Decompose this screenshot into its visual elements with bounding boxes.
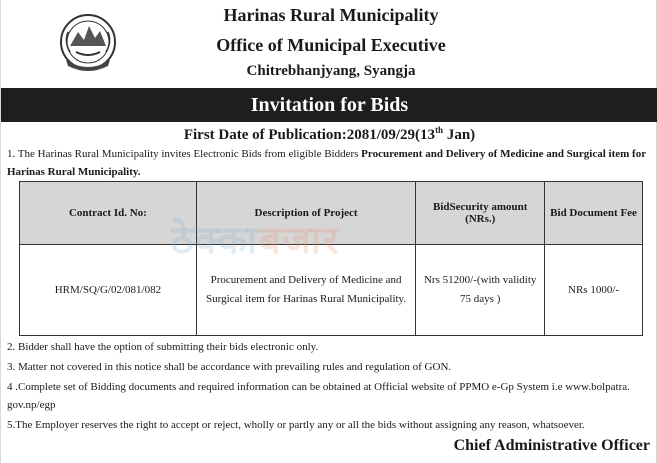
- signatory-title: Chief Administrative Officer: [453, 437, 650, 454]
- header-contract-id: Contract Id. No:: [20, 182, 197, 245]
- notice-point-4: 4 .Complete set of Bidding documents and required information can be obtained at Official website of PPMO e-Gp System i.e www.bolpatra. gov.np/egp: [7, 381, 630, 411]
- cell-contract-id: HRM/SQ/G/02/081/082: [20, 245, 197, 336]
- notice-point-5: 5.The Employer reserves the right to accept or reject, wholly or partly any or all the bids without assigning any reason, whatsoever.: [7, 419, 585, 431]
- cell-description: Procurement and Delivery of Medicine and Surgical item for Harinas Rural Municipality.: [196, 245, 416, 336]
- notice-point-1-bold: Procurement and Delivery of Medicine and Surgical item for Harinas Rural Municipality.: [7, 148, 646, 178]
- table-row: [20, 245, 643, 336]
- header-bid-fee: Bid Document Fee: [545, 182, 643, 245]
- publication-date-sup: th: [435, 125, 444, 135]
- office-name: Office of Municipal Executive: [216, 35, 446, 55]
- notice-title-banner: Invitation for Bids: [1, 88, 657, 122]
- table-header-row: [20, 182, 643, 245]
- cell-bid-security: Nrs 51200/-(with validity 75 days ): [416, 245, 545, 336]
- publication-date-prefix: First Date of Publication:2081/09/29(13: [183, 127, 436, 143]
- header-description: Description of Project: [196, 182, 416, 245]
- municipality-name: Harinas Rural Municipality: [223, 5, 439, 25]
- notice-point-3: 3. Matter not covered in this notice shall be accordance with prevailing rules and regulation of GON.: [7, 361, 452, 373]
- bid-table: [19, 181, 643, 336]
- watermark-part-1: ठेक्का: [171, 218, 259, 262]
- office-address: Chitrebhanjyang, Syangja: [246, 63, 416, 79]
- notice-point-1-text: 1. The Harinas Rural Municipality invites Electronic Bids from eligible Bidders: [7, 148, 362, 160]
- nepal-emblem-icon: [58, 12, 118, 74]
- notice-point-2: 2. Bidder shall have the option of submitting their bids electronic only.: [7, 341, 319, 353]
- publication-date: [1, 125, 657, 144]
- publication-date-suffix: Jan): [443, 127, 476, 143]
- watermark-part-2: बजार: [258, 218, 341, 262]
- notice-point-1: [7, 145, 652, 181]
- cell-bid-fee: NRs 1000/-: [545, 245, 643, 336]
- header-bid-security: BidSecurity amount (NRs.): [416, 182, 545, 245]
